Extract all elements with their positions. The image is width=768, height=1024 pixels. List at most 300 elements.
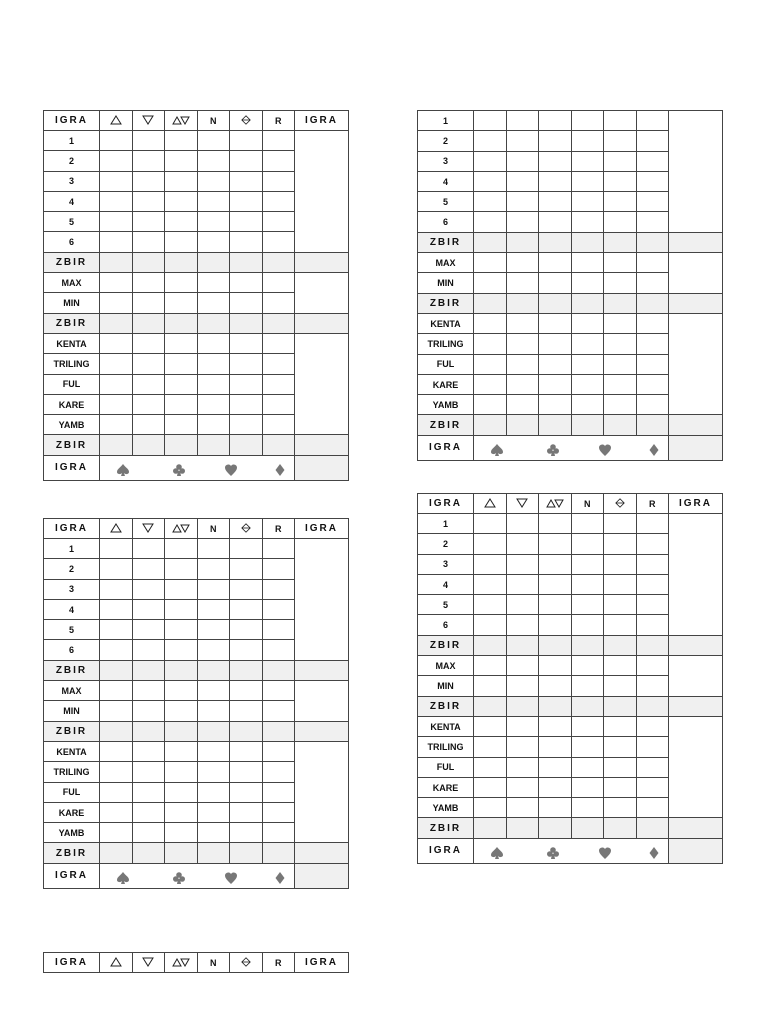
score-cell[interactable]	[571, 574, 604, 594]
score-cell[interactable]	[197, 293, 230, 313]
score-cell[interactable]	[636, 334, 669, 354]
score-cell[interactable]	[506, 171, 539, 191]
score-cell[interactable]	[132, 559, 165, 579]
score-cell[interactable]	[604, 334, 637, 354]
score-cell[interactable]	[197, 599, 230, 619]
score-cell[interactable]	[230, 374, 263, 394]
score-cell[interactable]	[100, 333, 133, 353]
score-cell[interactable]	[604, 716, 637, 736]
score-cell[interactable]	[100, 762, 133, 782]
score-cell[interactable]	[604, 273, 637, 293]
score-cell[interactable]	[474, 131, 507, 151]
score-cell[interactable]	[197, 539, 230, 559]
score-cell[interactable]	[636, 716, 669, 736]
sum-cell[interactable]	[669, 818, 723, 838]
score-cell[interactable]	[165, 843, 198, 863]
score-cell[interactable]	[474, 595, 507, 615]
score-cell[interactable]	[165, 640, 198, 660]
score-cell[interactable]	[197, 579, 230, 599]
score-cell[interactable]	[474, 334, 507, 354]
score-cell[interactable]	[132, 701, 165, 721]
score-cell[interactable]	[636, 615, 669, 635]
score-cell[interactable]	[132, 782, 165, 802]
score-cell[interactable]	[539, 676, 572, 696]
score-cell[interactable]	[230, 354, 263, 374]
sum-cell[interactable]	[295, 721, 349, 741]
score-cell[interactable]	[636, 676, 669, 696]
score-cell[interactable]	[100, 823, 133, 843]
score-cell[interactable]	[539, 696, 572, 716]
score-cell[interactable]	[132, 191, 165, 211]
score-cell[interactable]	[604, 554, 637, 574]
score-cell[interactable]	[571, 313, 604, 333]
score-cell[interactable]	[604, 757, 637, 777]
score-cell[interactable]	[636, 737, 669, 757]
sum-cell[interactable]	[295, 313, 349, 333]
score-cell[interactable]	[197, 273, 230, 293]
score-cell[interactable]	[100, 741, 133, 761]
score-cell[interactable]	[571, 374, 604, 394]
score-cell[interactable]	[604, 151, 637, 171]
score-cell[interactable]	[230, 191, 263, 211]
sum-cell[interactable]	[669, 716, 723, 817]
score-cell[interactable]	[100, 394, 133, 414]
sum-cell[interactable]	[295, 333, 349, 434]
score-cell[interactable]	[197, 151, 230, 171]
score-cell[interactable]	[262, 131, 295, 151]
score-cell[interactable]	[132, 171, 165, 191]
score-cell[interactable]	[230, 232, 263, 252]
score-cell[interactable]	[539, 514, 572, 534]
score-cell[interactable]	[571, 716, 604, 736]
score-cell[interactable]	[100, 273, 133, 293]
score-cell[interactable]	[636, 151, 669, 171]
score-cell[interactable]	[636, 534, 669, 554]
score-cell[interactable]	[230, 539, 263, 559]
score-cell[interactable]	[197, 681, 230, 701]
score-cell[interactable]	[474, 534, 507, 554]
score-cell[interactable]	[230, 131, 263, 151]
score-cell[interactable]	[230, 579, 263, 599]
sum-cell[interactable]	[295, 252, 349, 272]
score-cell[interactable]	[100, 681, 133, 701]
sum-cell[interactable]	[669, 696, 723, 716]
score-cell[interactable]	[262, 415, 295, 435]
score-cell[interactable]	[197, 843, 230, 863]
score-cell[interactable]	[539, 293, 572, 313]
score-cell[interactable]	[636, 192, 669, 212]
score-cell[interactable]	[165, 660, 198, 680]
score-cell[interactable]	[474, 818, 507, 838]
score-cell[interactable]	[165, 131, 198, 151]
score-cell[interactable]	[506, 696, 539, 716]
score-cell[interactable]	[636, 818, 669, 838]
score-cell[interactable]	[262, 252, 295, 272]
score-cell[interactable]	[506, 716, 539, 736]
score-cell[interactable]	[100, 354, 133, 374]
score-cell[interactable]	[474, 757, 507, 777]
score-cell[interactable]	[230, 171, 263, 191]
score-cell[interactable]	[132, 539, 165, 559]
score-cell[interactable]	[165, 802, 198, 822]
score-cell[interactable]	[100, 579, 133, 599]
score-cell[interactable]	[571, 514, 604, 534]
score-cell[interactable]	[197, 415, 230, 435]
score-cell[interactable]	[539, 354, 572, 374]
score-cell[interactable]	[262, 293, 295, 313]
score-cell[interactable]	[571, 395, 604, 415]
score-cell[interactable]	[604, 253, 637, 273]
score-cell[interactable]	[132, 151, 165, 171]
score-cell[interactable]	[230, 701, 263, 721]
score-cell[interactable]	[165, 721, 198, 741]
score-cell[interactable]	[197, 313, 230, 333]
footer-sum-cell[interactable]	[295, 455, 349, 480]
score-cell[interactable]	[571, 595, 604, 615]
sum-cell[interactable]	[669, 111, 723, 233]
score-cell[interactable]	[636, 514, 669, 534]
score-cell[interactable]	[539, 212, 572, 232]
score-cell[interactable]	[571, 757, 604, 777]
score-cell[interactable]	[571, 334, 604, 354]
score-cell[interactable]	[197, 701, 230, 721]
score-cell[interactable]	[506, 554, 539, 574]
score-cell[interactable]	[262, 191, 295, 211]
score-cell[interactable]	[571, 131, 604, 151]
score-cell[interactable]	[539, 818, 572, 838]
score-cell[interactable]	[100, 151, 133, 171]
score-cell[interactable]	[165, 313, 198, 333]
score-cell[interactable]	[132, 131, 165, 151]
score-cell[interactable]	[262, 721, 295, 741]
score-cell[interactable]	[132, 333, 165, 353]
score-cell[interactable]	[165, 599, 198, 619]
score-cell[interactable]	[474, 656, 507, 676]
score-cell[interactable]	[197, 394, 230, 414]
score-cell[interactable]	[474, 354, 507, 374]
score-cell[interactable]	[539, 313, 572, 333]
score-cell[interactable]	[474, 293, 507, 313]
score-cell[interactable]	[100, 293, 133, 313]
score-cell[interactable]	[197, 782, 230, 802]
score-cell[interactable]	[230, 782, 263, 802]
score-cell[interactable]	[604, 192, 637, 212]
score-cell[interactable]	[165, 579, 198, 599]
score-cell[interactable]	[230, 721, 263, 741]
score-cell[interactable]	[230, 843, 263, 863]
score-cell[interactable]	[636, 212, 669, 232]
score-cell[interactable]	[474, 313, 507, 333]
score-cell[interactable]	[636, 111, 669, 131]
score-cell[interactable]	[230, 741, 263, 761]
score-cell[interactable]	[165, 762, 198, 782]
sum-cell[interactable]	[295, 435, 349, 455]
score-cell[interactable]	[506, 656, 539, 676]
score-cell[interactable]	[197, 620, 230, 640]
score-cell[interactable]	[474, 716, 507, 736]
score-cell[interactable]	[571, 818, 604, 838]
score-cell[interactable]	[165, 394, 198, 414]
score-cell[interactable]	[636, 595, 669, 615]
score-cell[interactable]	[100, 782, 133, 802]
score-cell[interactable]	[636, 696, 669, 716]
score-cell[interactable]	[132, 415, 165, 435]
score-cell[interactable]	[571, 232, 604, 252]
score-cell[interactable]	[165, 559, 198, 579]
score-cell[interactable]	[636, 415, 669, 435]
score-cell[interactable]	[197, 559, 230, 579]
score-cell[interactable]	[262, 762, 295, 782]
score-cell[interactable]	[506, 737, 539, 757]
score-cell[interactable]	[100, 313, 133, 333]
score-cell[interactable]	[197, 435, 230, 455]
score-cell[interactable]	[604, 534, 637, 554]
score-cell[interactable]	[474, 151, 507, 171]
score-cell[interactable]	[539, 395, 572, 415]
score-cell[interactable]	[165, 741, 198, 761]
score-cell[interactable]	[132, 843, 165, 863]
footer-sum-cell[interactable]	[295, 863, 349, 888]
score-cell[interactable]	[636, 253, 669, 273]
score-cell[interactable]	[262, 741, 295, 761]
score-cell[interactable]	[604, 818, 637, 838]
score-cell[interactable]	[230, 252, 263, 272]
score-cell[interactable]	[539, 151, 572, 171]
score-cell[interactable]	[230, 823, 263, 843]
footer-sum-cell[interactable]	[669, 435, 723, 460]
score-cell[interactable]	[262, 823, 295, 843]
score-cell[interactable]	[262, 313, 295, 333]
score-cell[interactable]	[571, 171, 604, 191]
score-cell[interactable]	[474, 737, 507, 757]
score-cell[interactable]	[474, 554, 507, 574]
sum-cell[interactable]	[669, 656, 723, 697]
score-cell[interactable]	[571, 534, 604, 554]
score-cell[interactable]	[132, 823, 165, 843]
score-cell[interactable]	[165, 435, 198, 455]
score-cell[interactable]	[604, 737, 637, 757]
score-cell[interactable]	[636, 374, 669, 394]
score-cell[interactable]	[506, 354, 539, 374]
score-cell[interactable]	[262, 394, 295, 414]
score-cell[interactable]	[474, 676, 507, 696]
score-cell[interactable]	[165, 232, 198, 252]
score-cell[interactable]	[100, 435, 133, 455]
sum-cell[interactable]	[669, 415, 723, 435]
score-cell[interactable]	[262, 435, 295, 455]
score-cell[interactable]	[604, 514, 637, 534]
score-cell[interactable]	[132, 374, 165, 394]
score-cell[interactable]	[230, 212, 263, 232]
score-cell[interactable]	[474, 111, 507, 131]
score-cell[interactable]	[474, 777, 507, 797]
score-cell[interactable]	[262, 620, 295, 640]
score-cell[interactable]	[132, 354, 165, 374]
score-cell[interactable]	[197, 640, 230, 660]
score-cell[interactable]	[197, 823, 230, 843]
score-cell[interactable]	[604, 212, 637, 232]
score-cell[interactable]	[230, 802, 263, 822]
score-cell[interactable]	[165, 782, 198, 802]
score-cell[interactable]	[506, 635, 539, 655]
score-cell[interactable]	[636, 131, 669, 151]
score-cell[interactable]	[506, 757, 539, 777]
sum-cell[interactable]	[295, 273, 349, 314]
score-cell[interactable]	[506, 212, 539, 232]
sum-cell[interactable]	[669, 253, 723, 294]
score-cell[interactable]	[506, 415, 539, 435]
score-cell[interactable]	[636, 313, 669, 333]
score-cell[interactable]	[506, 293, 539, 313]
score-cell[interactable]	[474, 374, 507, 394]
score-cell[interactable]	[100, 721, 133, 741]
score-cell[interactable]	[474, 232, 507, 252]
score-cell[interactable]	[474, 514, 507, 534]
sum-cell[interactable]	[295, 131, 349, 253]
score-cell[interactable]	[474, 212, 507, 232]
sum-cell[interactable]	[669, 313, 723, 414]
score-cell[interactable]	[230, 293, 263, 313]
score-cell[interactable]	[230, 640, 263, 660]
score-cell[interactable]	[539, 192, 572, 212]
score-cell[interactable]	[506, 313, 539, 333]
score-cell[interactable]	[197, 354, 230, 374]
score-cell[interactable]	[165, 823, 198, 843]
score-cell[interactable]	[100, 559, 133, 579]
score-cell[interactable]	[539, 615, 572, 635]
score-cell[interactable]	[132, 435, 165, 455]
score-cell[interactable]	[506, 334, 539, 354]
score-cell[interactable]	[132, 394, 165, 414]
score-cell[interactable]	[132, 620, 165, 640]
score-cell[interactable]	[132, 599, 165, 619]
score-cell[interactable]	[132, 660, 165, 680]
score-cell[interactable]	[506, 676, 539, 696]
score-cell[interactable]	[230, 313, 263, 333]
score-cell[interactable]	[197, 131, 230, 151]
sum-cell[interactable]	[295, 843, 349, 863]
score-cell[interactable]	[132, 762, 165, 782]
score-cell[interactable]	[636, 554, 669, 574]
score-cell[interactable]	[165, 191, 198, 211]
score-cell[interactable]	[474, 273, 507, 293]
score-cell[interactable]	[132, 721, 165, 741]
score-cell[interactable]	[604, 313, 637, 333]
score-cell[interactable]	[604, 293, 637, 313]
score-cell[interactable]	[506, 595, 539, 615]
score-cell[interactable]	[604, 676, 637, 696]
score-cell[interactable]	[262, 374, 295, 394]
score-cell[interactable]	[571, 293, 604, 313]
score-cell[interactable]	[100, 701, 133, 721]
score-cell[interactable]	[539, 737, 572, 757]
score-cell[interactable]	[539, 534, 572, 554]
score-cell[interactable]	[571, 253, 604, 273]
score-cell[interactable]	[165, 354, 198, 374]
score-cell[interactable]	[100, 232, 133, 252]
score-cell[interactable]	[165, 374, 198, 394]
score-cell[interactable]	[165, 212, 198, 232]
score-cell[interactable]	[539, 374, 572, 394]
score-cell[interactable]	[539, 798, 572, 818]
score-cell[interactable]	[262, 681, 295, 701]
score-cell[interactable]	[230, 333, 263, 353]
score-cell[interactable]	[604, 656, 637, 676]
sum-cell[interactable]	[669, 232, 723, 252]
score-cell[interactable]	[100, 539, 133, 559]
score-cell[interactable]	[604, 374, 637, 394]
score-cell[interactable]	[604, 415, 637, 435]
score-cell[interactable]	[262, 354, 295, 374]
sum-cell[interactable]	[295, 681, 349, 722]
score-cell[interactable]	[604, 395, 637, 415]
score-cell[interactable]	[100, 374, 133, 394]
score-cell[interactable]	[197, 660, 230, 680]
score-cell[interactable]	[230, 681, 263, 701]
score-cell[interactable]	[506, 232, 539, 252]
score-cell[interactable]	[506, 273, 539, 293]
score-cell[interactable]	[571, 656, 604, 676]
score-cell[interactable]	[506, 514, 539, 534]
score-cell[interactable]	[262, 782, 295, 802]
score-cell[interactable]	[636, 635, 669, 655]
score-cell[interactable]	[262, 843, 295, 863]
score-cell[interactable]	[604, 696, 637, 716]
score-cell[interactable]	[506, 777, 539, 797]
score-cell[interactable]	[100, 640, 133, 660]
sum-cell[interactable]	[669, 293, 723, 313]
sum-cell[interactable]	[669, 635, 723, 655]
score-cell[interactable]	[539, 415, 572, 435]
score-cell[interactable]	[571, 696, 604, 716]
score-cell[interactable]	[262, 640, 295, 660]
score-cell[interactable]	[636, 293, 669, 313]
score-cell[interactable]	[506, 395, 539, 415]
score-cell[interactable]	[197, 232, 230, 252]
score-cell[interactable]	[165, 620, 198, 640]
score-cell[interactable]	[165, 333, 198, 353]
score-cell[interactable]	[197, 252, 230, 272]
score-cell[interactable]	[571, 111, 604, 131]
score-cell[interactable]	[197, 333, 230, 353]
score-cell[interactable]	[230, 151, 263, 171]
score-cell[interactable]	[230, 660, 263, 680]
score-cell[interactable]	[604, 131, 637, 151]
score-cell[interactable]	[132, 741, 165, 761]
score-cell[interactable]	[604, 635, 637, 655]
score-cell[interactable]	[506, 253, 539, 273]
score-cell[interactable]	[262, 232, 295, 252]
score-cell[interactable]	[604, 615, 637, 635]
score-cell[interactable]	[506, 111, 539, 131]
score-cell[interactable]	[165, 701, 198, 721]
score-cell[interactable]	[571, 635, 604, 655]
score-cell[interactable]	[165, 273, 198, 293]
score-cell[interactable]	[197, 171, 230, 191]
score-cell[interactable]	[262, 660, 295, 680]
score-cell[interactable]	[539, 131, 572, 151]
score-cell[interactable]	[132, 802, 165, 822]
score-cell[interactable]	[230, 435, 263, 455]
score-cell[interactable]	[132, 273, 165, 293]
score-cell[interactable]	[262, 273, 295, 293]
score-cell[interactable]	[539, 554, 572, 574]
score-cell[interactable]	[100, 599, 133, 619]
score-cell[interactable]	[636, 354, 669, 374]
score-cell[interactable]	[571, 676, 604, 696]
score-cell[interactable]	[230, 762, 263, 782]
score-cell[interactable]	[636, 656, 669, 676]
